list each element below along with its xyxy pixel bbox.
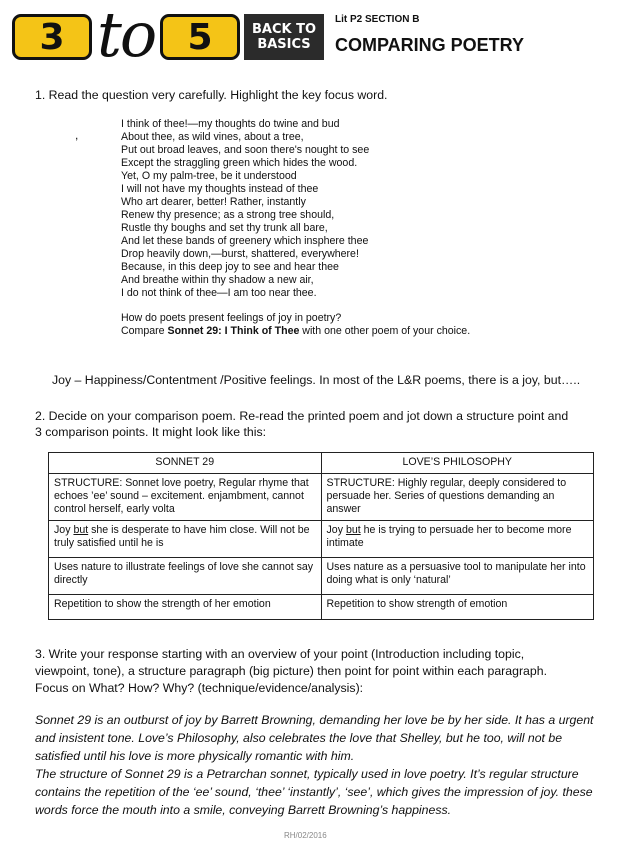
exam-compare-line <box>121 325 470 338</box>
logo-to-text: to <box>97 0 156 71</box>
step-2-line-2: 3 comparison points. It might look like this: <box>35 425 267 439</box>
compare-poem-title: Sonnet 29: I Think of Thee <box>167 325 300 337</box>
step-3-line-1: 3. Write your response starting with an overview of your point (Introduction including topic, <box>35 647 525 661</box>
nature-right: Uses nature as a persuasive tool to manipulate her into doing what is only ‘natural’ <box>321 558 594 595</box>
table-row <box>49 595 594 620</box>
comparison-table <box>48 452 594 620</box>
poem-line: And breathe within thy shadow a new air, <box>121 274 314 286</box>
stray-mark: , <box>75 128 79 142</box>
step-2-line-1: 2. Decide on your comparison poem. Re-read the printed poem and jot down a structure point and <box>35 409 569 423</box>
badge-line-1: BACK TO <box>251 22 317 37</box>
structure-left: STRUCTURE: Sonnet love poetry, Regular rhyme that echoes ’ee’ sound – excitement. enjambment, cannot control herself, early volta <box>49 474 322 521</box>
header-sonnet-29: SONNET 29 <box>49 453 322 474</box>
step-1-instruction: 1. Read the question very carefully. Highlight the key focus word. <box>35 88 388 102</box>
poem-line: About thee, as wild vines, about a tree, <box>121 131 304 143</box>
repetition-right: Repetition to show strength of emotion <box>321 595 594 620</box>
poem-line: Except the straggling green which hides the wood. <box>121 157 358 169</box>
table-row <box>49 521 594 558</box>
nature-left: Uses nature to illustrate feelings of love she cannot say directly <box>49 558 322 595</box>
poem-text <box>121 118 470 338</box>
poem-line: Put out broad leaves, and soon there's nought to see <box>121 144 370 156</box>
logo-plate-5 <box>160 14 240 60</box>
step-3-line-2: viewpoint, tone), a structure paragraph (big picture) then point for point within each paragraph. <box>35 664 547 678</box>
page-title: COMPARING POETRY <box>335 35 525 55</box>
poem-line: Drop heavily down,—burst, shattered, everywhere! <box>121 248 359 260</box>
step-3-line-3: Focus on What? How? Why? (technique/evidence/analysis): <box>35 681 364 695</box>
joy-definition: Joy – Happiness/Contentment /Positive feelings. In most of the L&R poems, there is a joy, but….. <box>52 373 581 387</box>
structure-right: STRUCTURE: Highly regular, deeply considered to persuade her. Series of questions demanding an answer <box>321 474 594 521</box>
underlined-word: but <box>345 524 361 536</box>
compare-prefix: Compare <box>121 325 168 337</box>
cell-text: he is trying to persuade her to become more intimate <box>326 524 572 549</box>
cell-text: she is desperate to have him close. Will not be truly satisfied until he is <box>54 524 310 549</box>
poem-line: I do not think of thee—I am too near thee. <box>121 287 317 299</box>
poem-line: Rustle thy boughs and set thy trunk all bare, <box>121 222 328 234</box>
answer-paragraph-1: Sonnet 29 is an outburst of joy by Barrett Browning, demanding her love be by her side. It has a urgent and insistent tone. Love’s Philosophy, also celebrates the love that Shelley, but he too, will not be satisfied until his love is more physically romantic with him. <box>35 713 594 763</box>
poem-line: And let these bands of greenery which insphere thee <box>121 235 369 247</box>
poem-line: Renew thy presence; as a strong tree should, <box>121 209 335 221</box>
table-row <box>49 558 594 595</box>
poem-line: Because, in this deep joy to see and hear thee <box>121 261 339 273</box>
footer-reference: RH/02/2016 <box>284 831 327 840</box>
answer-paragraph-2: The structure of Sonnet 29 is a Petrarchan sonnet, typically used in love poetry. It’s regular structure contains the repetition of the ‘ee’ sound, ‘thee’ ‘instantly’, ‘see’, which gives the impression of joy. these words force the mouth into a smile, conveying Barrett Browning’s happiness. <box>35 767 593 817</box>
model-answer <box>35 711 607 819</box>
badge-line-2: BASICS <box>257 37 311 52</box>
header-loves-philosophy: LOVE’S PHILOSOPHY <box>321 453 594 474</box>
underlined-word: but <box>73 524 89 536</box>
logo-plate-3 <box>12 14 92 60</box>
cell-text: Joy <box>326 524 346 536</box>
logo-number-5: 5 <box>187 16 213 58</box>
cell-text: Joy <box>54 524 74 536</box>
exam-question: How do poets present feelings of joy in poetry? <box>121 312 342 324</box>
joy-right <box>321 521 594 558</box>
section-label: Lit P2 SECTION B <box>335 14 420 25</box>
poem-line: I will not have my thoughts instead of thee <box>121 183 319 195</box>
logo-number-3: 3 <box>39 16 65 58</box>
back-to-basics-badge <box>244 14 324 60</box>
poem-line: Who art dearer, better! Rather, instantly <box>121 196 306 208</box>
joy-left <box>49 521 322 558</box>
repetition-left: Repetition to show the strength of her emotion <box>49 595 322 620</box>
poem-line: I think of thee!—my thoughts do twine and bud <box>121 118 340 130</box>
table-header-row <box>49 453 594 474</box>
compare-suffix: with one other poem of your choice. <box>299 325 471 337</box>
table-row <box>49 474 594 521</box>
poem-line: Yet, O my palm-tree, be it understood <box>121 170 297 182</box>
